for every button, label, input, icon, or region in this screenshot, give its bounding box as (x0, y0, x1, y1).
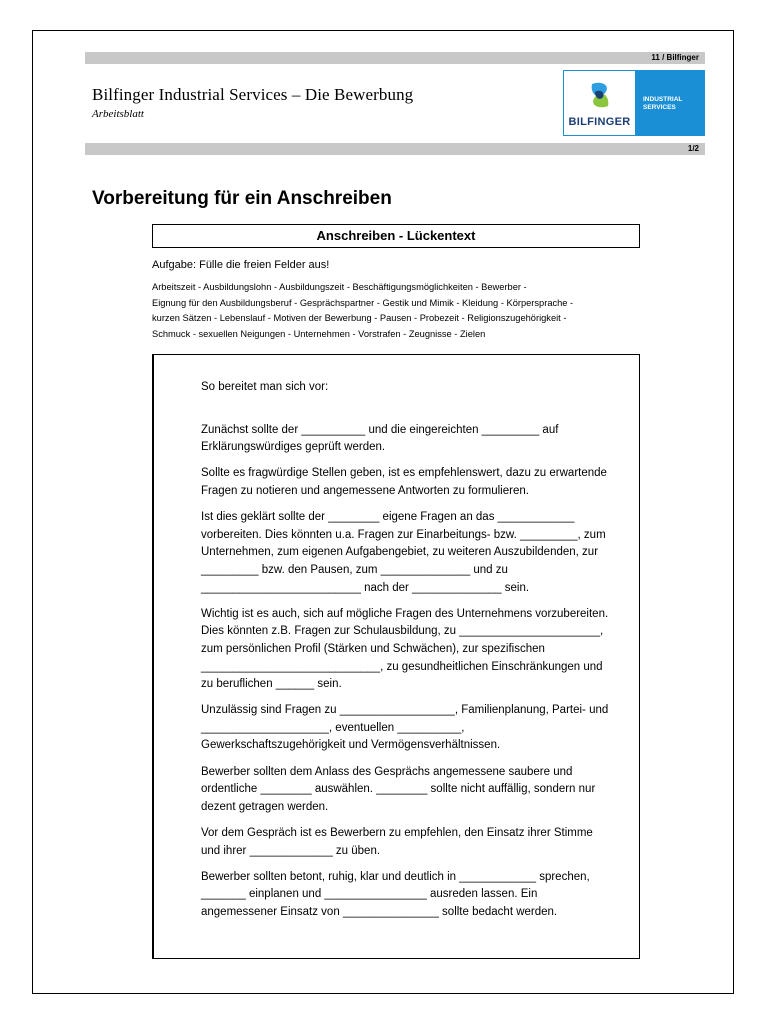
word-bank-line: Schmuck - sexuellen Neigungen - Unternehmen - Vorstrafen - Zeugnisse - Zielen (152, 328, 486, 339)
task-area (152, 248, 642, 342)
cloze-paragraph: Sollte es fragwürdige Stellen geben, ist es empfehlenswert, dazu zu erwartende Fragen zu notieren und angemessene Antworten zu formulieren. (201, 467, 607, 497)
cloze-paragraph: Vor dem Gespräch ist es Bewerbern zu empfehlen, den Einsatz ihrer Stimme und ihrer _____________ zu üben. (201, 827, 593, 857)
worksheet-box-title: Anschreiben - Lückentext (152, 224, 640, 248)
logo-tagline-line1: INDUSTRIAL (643, 96, 683, 103)
header-bar-top (85, 52, 705, 64)
bilfinger-emblem-icon (586, 80, 614, 110)
header-bar-bottom (85, 143, 705, 155)
page-number: 1/2 (687, 144, 699, 153)
word-bank-line: kurzen Sätzen - Lebenslauf - Motiven der Bewerbung - Pausen - Probezeit - Religionszugehörigkeit - (152, 313, 567, 324)
logo-mark-panel (563, 70, 636, 136)
logo-wordmark: BILFINGER (568, 116, 631, 128)
logo-tagline-panel (636, 70, 705, 136)
task-instruction: Aufgabe: Fülle die freien Felder aus! (152, 259, 330, 271)
page-reference: 11 / Bilfinger (651, 53, 699, 62)
document-title: Bilfinger Industrial Services – Die Bewerbung (92, 85, 414, 104)
cloze-paragraph: Unzulässig sind Fragen zu __________________, Familienplanung, Partei- und ____________________, eventuellen __________, Gewerkschaftszugehörigkeit und Vermögensverhältnissen. (201, 704, 609, 752)
cloze-paragraph: Zunächst sollte der __________ und die eingereichten _________ auf Erklärungswürdiges geprüft werden. (201, 423, 559, 454)
document-subtitle: Arbeitsblatt (92, 108, 144, 120)
bilfinger-logo (563, 70, 705, 136)
cloze-paragraph: Bewerber sollten dem Anlass des Gesprächs angemessene saubere und ordentliche ________ auswählen. ________ sollte nicht auffällig, sondern nur dezent getragen werden. (201, 765, 596, 813)
cloze-paragraph: Bewerber sollten betont, ruhig, klar und deutlich in ____________ sprechen, _______ einplanen und ________________ ausreden lassen. Ein angemessener Einsatz von _______________ sollte bedacht werden. (201, 870, 590, 918)
cloze-text (201, 379, 611, 930)
cloze-paragraph: Ist dies geklärt sollte der ________ eigene Fragen an das ____________ vorbereiten. Dies könnten u.a. Fragen zur Einarbeitungs- bzw. _________, zum Unternehmen, zum eigenen Aufgabengebiet, zu weiteren Auszubildenden, zur _________ bzw. den Pausen, zum ______________ und zu _________________________ nach der ______________ sein. (201, 511, 606, 594)
cloze-paragraph: Wichtig ist es auch, sich auf mögliche Fragen des Unternehmens vorzubereiten. Dies könnten z.B. Fragen zur Schulausbildung, zu ______________________, zum persönlichen Profil (Stärken und Schwächen), zur spezifischen ____________________________, zu gesundheitlichen Einschränkungen und zu beruflichen ______ sein. (201, 607, 609, 691)
word-bank-line: Arbeitszeit - Ausbildungslohn - Ausbildungszeit - Beschäftigungsmöglichkeiten - Bewerber - (152, 282, 527, 292)
logo-tagline-line2: SERVICES (643, 104, 676, 111)
word-bank (152, 280, 642, 342)
cloze-paragraph: So bereitet man sich vor: (201, 381, 329, 393)
main-heading: Vorbereitung für ein Anschreiben (92, 188, 392, 209)
word-bank-line: Eignung für den Ausbildungsberuf - Gesprächspartner - Gestik und Mimik - Kleidung - Körpersprache - (152, 297, 574, 308)
